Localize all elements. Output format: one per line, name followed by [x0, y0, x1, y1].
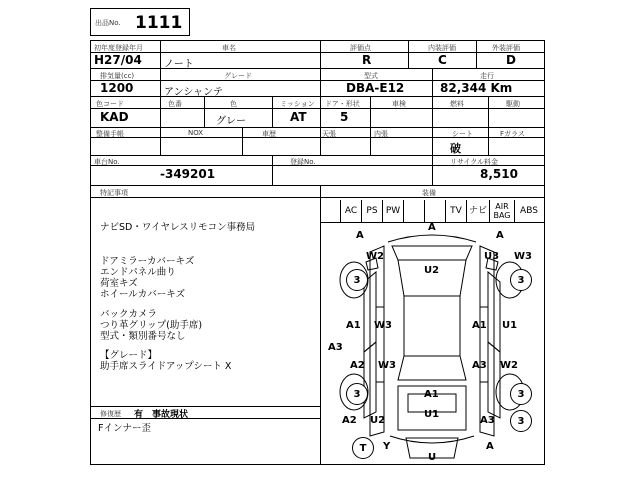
- damage-label: U1: [502, 320, 518, 331]
- damage-label: W3: [374, 320, 392, 331]
- repair-label: 修復歴: [100, 410, 121, 418]
- score-header: 評価点: [350, 44, 371, 52]
- tire-mark: 3: [510, 269, 532, 291]
- color-value: グレー: [216, 116, 246, 127]
- recycle-value: 8,510: [480, 167, 518, 181]
- damage-label: A1: [472, 320, 487, 331]
- history-header: 車歴: [262, 130, 276, 138]
- note-line: ドアミラーカバーキズ: [100, 256, 195, 267]
- equip-blank-1: [320, 200, 341, 222]
- damage-label: U2: [424, 265, 440, 276]
- equip-airbag: AIR BAG: [490, 200, 515, 222]
- manual-header: 整備手帳: [96, 130, 124, 138]
- seat-header: シート: [452, 130, 473, 138]
- note-line: エンドパネル曲り: [100, 267, 176, 278]
- damage-label: A2: [342, 415, 357, 426]
- equip-tv: TV: [446, 200, 467, 222]
- displacement-value: 1200: [100, 81, 134, 95]
- color-no-header: 色番: [168, 100, 182, 108]
- recycle-header: リサイクル料金: [450, 158, 499, 166]
- inspection-header: 車検: [392, 100, 406, 108]
- notes-list: [100, 222, 318, 372]
- model-value: DBA-E12: [346, 81, 405, 95]
- interior-header: 内装評価: [428, 44, 456, 52]
- note-line: [100, 300, 318, 309]
- doors-value: 5: [340, 110, 349, 124]
- equipment-header: 装備: [422, 189, 436, 197]
- tire-mark: 3: [510, 410, 532, 432]
- damage-label: U1: [424, 409, 440, 420]
- equip-ps: PS: [362, 200, 383, 222]
- mileage-value: 82,344 Km: [440, 81, 513, 95]
- chassis-value: -349201: [160, 167, 216, 181]
- displacement-header: 排気量(cc): [100, 72, 135, 80]
- damage-label: A: [486, 441, 494, 452]
- equip-blank-3: [425, 200, 446, 222]
- note-line: 【グレード】: [100, 350, 158, 361]
- damage-label: U: [428, 452, 437, 463]
- damage-label: A3: [480, 415, 495, 426]
- equip-ac: AC: [341, 200, 362, 222]
- damage-label: W2: [366, 251, 384, 262]
- equip-blank-2: [404, 200, 425, 222]
- car-diagram: [320, 222, 544, 464]
- sunroof-header: 天張: [322, 130, 336, 138]
- note-line: 助手席スライドアップシート X: [100, 361, 232, 372]
- exterior-value: D: [506, 53, 516, 67]
- damage-label: A1: [346, 320, 361, 331]
- reg-no-header: 登録No.: [290, 158, 316, 166]
- damage-label: A2: [350, 360, 365, 371]
- color-header: 色: [230, 100, 237, 108]
- name-value: ノート: [164, 59, 194, 70]
- nox-header: NOX: [188, 129, 204, 137]
- damage-label: A3: [472, 360, 487, 371]
- grade-header: グレード: [224, 72, 252, 80]
- interior-value: C: [438, 53, 447, 67]
- damage-label: U3: [484, 251, 500, 262]
- equip-abs: ABS: [520, 205, 538, 216]
- damage-label: A1: [424, 389, 439, 400]
- name-header: 車名: [222, 44, 236, 52]
- fuel-header: 燃料: [450, 100, 464, 108]
- glass-header: Fガラス: [500, 130, 525, 138]
- listing-number: 1111: [135, 13, 183, 33]
- notes-header: 特記事項: [100, 189, 128, 197]
- tire-mark: T: [352, 437, 374, 459]
- tire-mark: 3: [510, 383, 532, 405]
- note-line: バックカメラ: [100, 309, 158, 320]
- damage-label: A: [356, 230, 364, 241]
- repair-value: 有: [134, 410, 144, 420]
- note-line: ホイールカバーキズ: [100, 289, 186, 300]
- tire-mark: 3: [346, 383, 368, 405]
- drive-header: 駆動: [506, 100, 520, 108]
- doors-header: ドア・形状: [325, 100, 360, 108]
- repair-status: 事故現状: [152, 410, 189, 420]
- reg-year-value: H27/04: [94, 53, 142, 67]
- listing-number-label: 出品No.: [95, 19, 121, 27]
- grade-value: アンシャンテ: [164, 87, 224, 98]
- note-line: ナビSD・ワイヤレスリモコン事務局: [100, 222, 256, 233]
- equip-navi: ナビ: [467, 200, 490, 222]
- note-line: つり革グリップ(助手席): [100, 320, 203, 331]
- damage-label: W2: [500, 360, 518, 371]
- seat-value: 破: [450, 142, 461, 155]
- mileage-header: 走行: [480, 72, 494, 80]
- damage-label: A: [428, 222, 436, 233]
- color-code-header: 色コード: [96, 100, 124, 108]
- note-line: 荷室キズ: [100, 278, 138, 289]
- mission-value: AT: [290, 110, 307, 124]
- mission-header: ミッション: [280, 100, 315, 108]
- exterior-header: 外装評価: [492, 44, 520, 52]
- note-line: [100, 233, 318, 256]
- chassis-header: 車台No.: [94, 158, 120, 166]
- damage-label: U2: [370, 415, 386, 426]
- damage-label: W3: [514, 251, 532, 262]
- repair-note: Fインナー歪: [98, 423, 151, 434]
- score-value: R: [362, 53, 372, 67]
- note-line: [100, 342, 318, 350]
- tire-mark: 3: [346, 269, 368, 291]
- note-line: 型式・類別番号なし: [100, 331, 186, 342]
- reg-year-header: 初年度登録年月: [94, 44, 143, 52]
- interior2-header: 内張: [374, 130, 388, 138]
- model-header: 型式: [364, 72, 378, 80]
- damage-label: Y: [383, 441, 391, 452]
- damage-label: A: [496, 230, 504, 241]
- color-code-value: KAD: [100, 110, 129, 124]
- damage-label: W3: [378, 360, 396, 371]
- equip-pw: PW: [383, 200, 404, 222]
- damage-label: A3: [328, 342, 343, 353]
